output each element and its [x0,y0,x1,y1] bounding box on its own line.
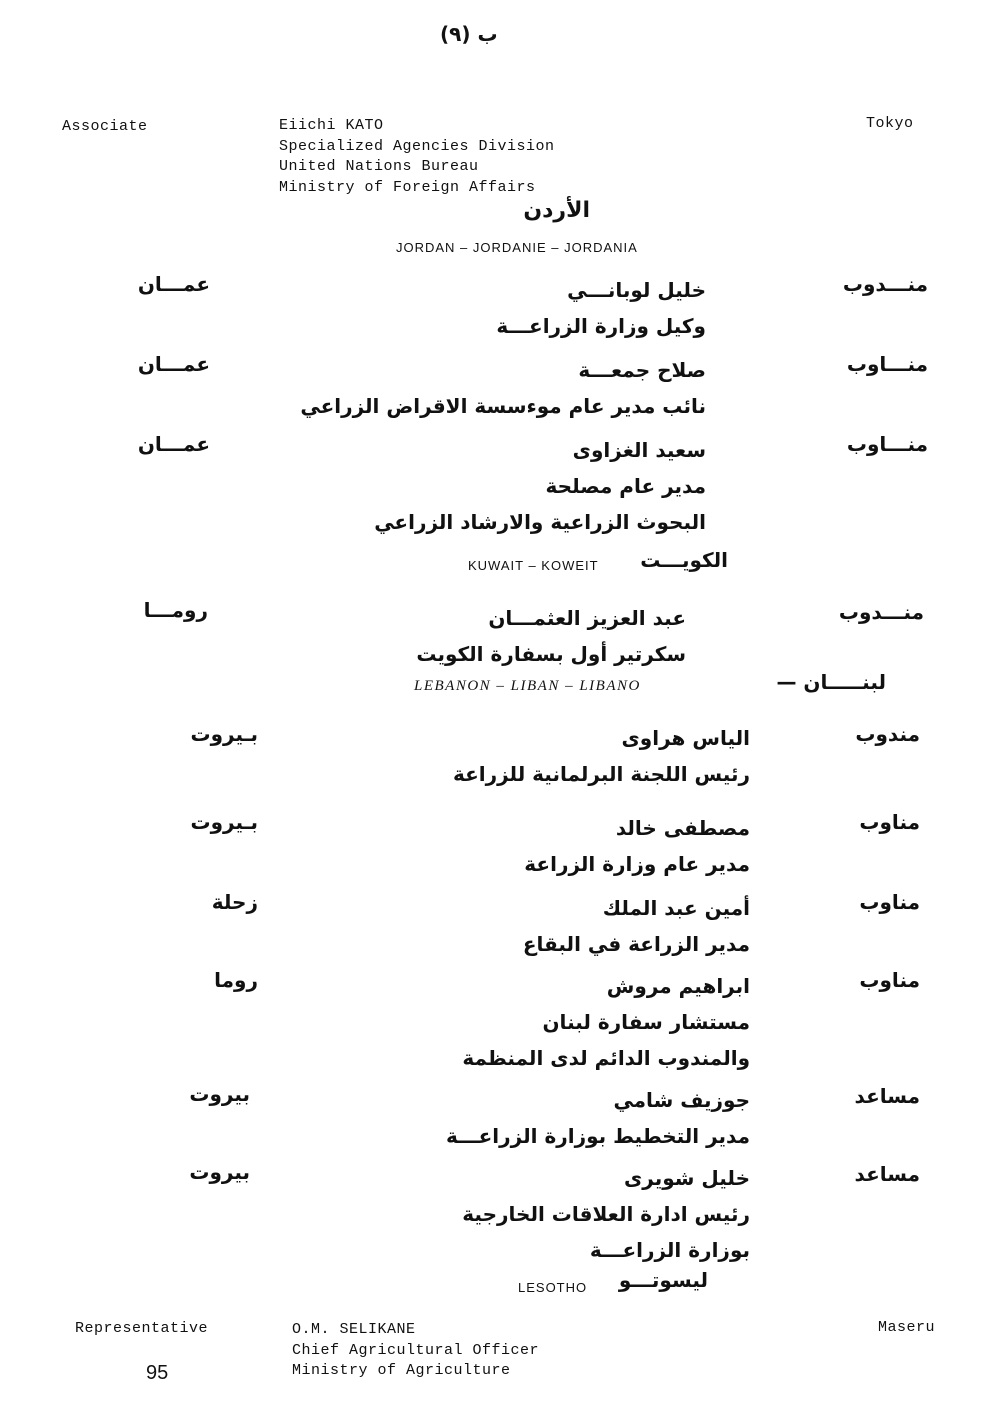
member-title: رئيس اللجنة البرلمانية للزراعة [452,762,750,786]
jordan-member-block [300,352,706,424]
member-name: خليل لوبانـــي [567,278,706,302]
japan-city: Tokyo [866,115,914,132]
kuwait-heading-ar: الكويـــت [640,548,728,572]
lebanon-member-city: زحلة [211,890,258,914]
member-name: مصطفى خالد [615,816,750,840]
lebanon-heading-ar: لبنـــــان — [776,670,886,694]
lebanon-member-block [446,1082,750,1154]
lebanon-member-city: روما [214,968,258,992]
lebanon-member-city: بـيروت [190,810,258,834]
member-title: مدير الزراعة في البقاع [522,932,750,956]
member-title: بوزارة الزراعـــة [589,1238,750,1262]
lebanon-member-block [523,890,750,962]
lebanon-member-role: مناوب [859,890,920,914]
japan-line: Ministry of Foreign Affairs [279,178,536,196]
member-title: مدير عام وزارة الزراعة [524,852,750,876]
lesotho-heading-ar: ليسوتـــو [618,1268,708,1292]
member-name: صلاح جمعـــة [578,358,706,382]
lesotho-role: Representative [75,1320,209,1337]
lebanon-member-block [462,1160,750,1268]
member-name: جوزيف شامي [613,1088,750,1112]
kuwait-member-role: منـــدوب [838,600,924,624]
lebanon-member-role: مساعد [854,1084,920,1108]
jordan-heading-latin: JORDAN – JORDANIE – JORDANIA [396,240,638,255]
lebanon-member-city: بيروت [189,1160,250,1184]
lebanon-member-city: بـيروت [190,722,258,746]
member-title: البحوث الزراعية والارشاد الزراعي [374,510,706,534]
japan-line: United Nations Bureau [279,158,479,175]
member-title: مستشار سفارة لبنان [542,1010,750,1034]
member-name: ابراهيم مروش [606,974,750,998]
lebanon-member-block [524,810,750,882]
lebanon-member-city: بيروت [189,1082,250,1106]
member-title: والمندوب الدائم لدى المنظمة [462,1046,750,1070]
jordan-member-block [496,272,706,344]
page-header: ب (٩) [440,22,498,46]
lebanon-member-role: مساعد [854,1162,920,1186]
member-name: أمين عبد الملك [602,896,750,920]
japan-line: Specialized Agencies Division [279,137,555,155]
japan-role: Associate [62,118,148,135]
jordan-heading-ar: الأردن [523,198,590,223]
kuwait-heading-latin: KUWAIT – KOWEIT [468,558,599,573]
member-name: عبد العزيز العثمـــان [488,606,686,630]
lesotho-city: Maseru [878,1319,936,1336]
lebanon-member-role: مندوب [855,722,920,746]
member-title: وكيل وزارة الزراعـــة [496,314,706,338]
japan-delegate-block [279,116,555,198]
member-title: مدير التخطيط بوزارة الزراعـــة [446,1124,750,1148]
kuwait-member-city: رومـــا [143,598,208,622]
lesotho-line: Chief Agricultural Officer [292,1341,540,1359]
page-number: 95 [146,1362,169,1384]
lebanon-heading-latin: LEBANON – LIBAN – LIBANO [414,678,641,694]
jordan-member-city: عمـــان [137,432,210,456]
member-title: رئيس ادارة العلاقات الخارجية [462,1202,750,1226]
lebanon-member-block [453,720,750,792]
japan-line: Eiichi KATO [279,117,384,134]
lebanon-member-block [462,968,750,1076]
lesotho-delegate-block [292,1320,539,1382]
lesotho-heading-latin: LESOTHO [518,1280,588,1295]
member-name: سعيد الغزاوى [572,438,706,462]
lebanon-member-role: مناوب [859,810,920,834]
jordan-member-block [374,432,706,540]
jordan-member-role: منـــاوب [846,432,928,456]
member-title: نائب مدير عام موءسسة الاقراض الزراعي [300,394,706,418]
kuwait-member-block [416,600,686,672]
member-title: مدير عام مصلحة [545,474,706,498]
member-name: الياس هراوى [621,726,750,750]
jordan-member-city: عمـــان [137,352,210,376]
lebanon-member-role: مناوب [859,968,920,992]
member-name: خليل شويرى [623,1166,750,1190]
jordan-member-role: منـــدوب [842,272,928,296]
lesotho-line: O.M. SELIKANE [292,1321,416,1338]
member-title: سكرتير أول بسفارة الكويت [416,642,686,666]
jordan-member-role: منـــاوب [846,352,928,376]
lesotho-line: Ministry of Agriculture [292,1362,511,1379]
jordan-member-city: عمـــان [137,272,210,296]
